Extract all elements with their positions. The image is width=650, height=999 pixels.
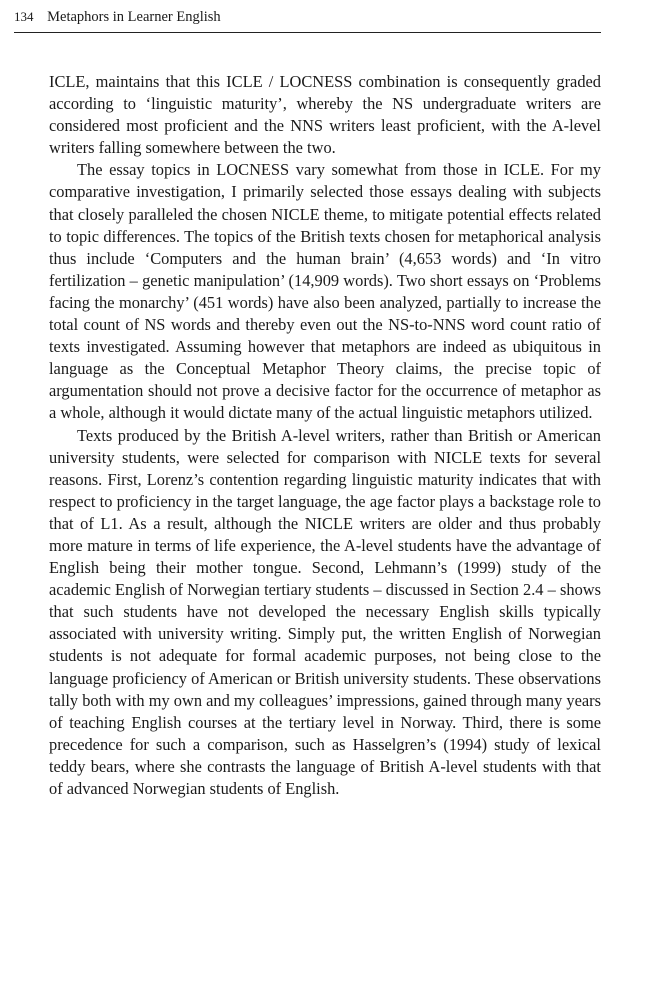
running-header	[14, 7, 601, 33]
paragraph-a-level-writers: Texts produced by the British A-level writers, rather than British or American university students, were selected for comparison with NICLE texts for several reasons. First, Lorenz’s contention regarding linguistic maturity indicates that with respect to proficiency in the target language, the age factor plays a backstage role to that of L1. As a result, although the NICLE writers are older and thus probably more mature in terms of life experience, the A-level students have the advantage of English being their mother tongue. Second, Lehmann’s (1999) study of the academic English of Norwegian tertiary students – discussed in Section 2.4 – shows that such students have not developed the necessary English skills typically associated with university writing. Simply put, the written English of Norwegian students is not adequate for formal academic purposes, not being close to the language proficiency of American or British university students. These observations tally both with my own and my colleagues’ impressions, gained through many years of teaching English courses at the tertiary level in Norway. Third, there is some precedence for such a comparison, such as Hasselgren’s (1994) study of lexical teddy bears, where she contrasts the language of British A-level students with that of advanced Norwegian students of English.	[49, 425, 601, 798]
paragraph-icle-locness: ICLE, maintains that this ICLE / LOCNESS combination is consequently graded according to ‘linguistic maturity’, whereby the NS undergraduate writers are considered most proficient and the NNS writers least proficient, with the A-level writers falling somewhere between the two.	[49, 72, 601, 158]
body-text	[49, 71, 601, 800]
paragraph-essay-topics: The essay topics in LOCNESS vary somewhat from those in ICLE. For my comparative investigation, I primarily selected those essays dealing with subjects that closely paralleled the chosen NICLE theme, to mitigate potential effects related to topic differences. The topics of the British texts chosen for metaphorical analysis thus include ‘Computers and the human brain’ (4,653 words) and ‘In vitro fertilization – genetic manipulation’ (14,909 words). Two short essays on ‘Problems facing the monarchy’ (451 words) have also been analyzed, partially to increase the total count of NS words and thereby even out the NS-to-NNS word count ratio of texts investigated. Assuming however that metaphors are indeed as ubiquitous in language as the Conceptual Metaphor Theory claims, the precise topic of argumentation should not prove a decisive factor for the occurrence of metaphor as a whole, although it would dictate many of the actual linguistic metaphors utilized.	[49, 160, 601, 423]
page-number: 134	[14, 9, 34, 24]
book-title: Metaphors in Learner English	[47, 9, 221, 25]
